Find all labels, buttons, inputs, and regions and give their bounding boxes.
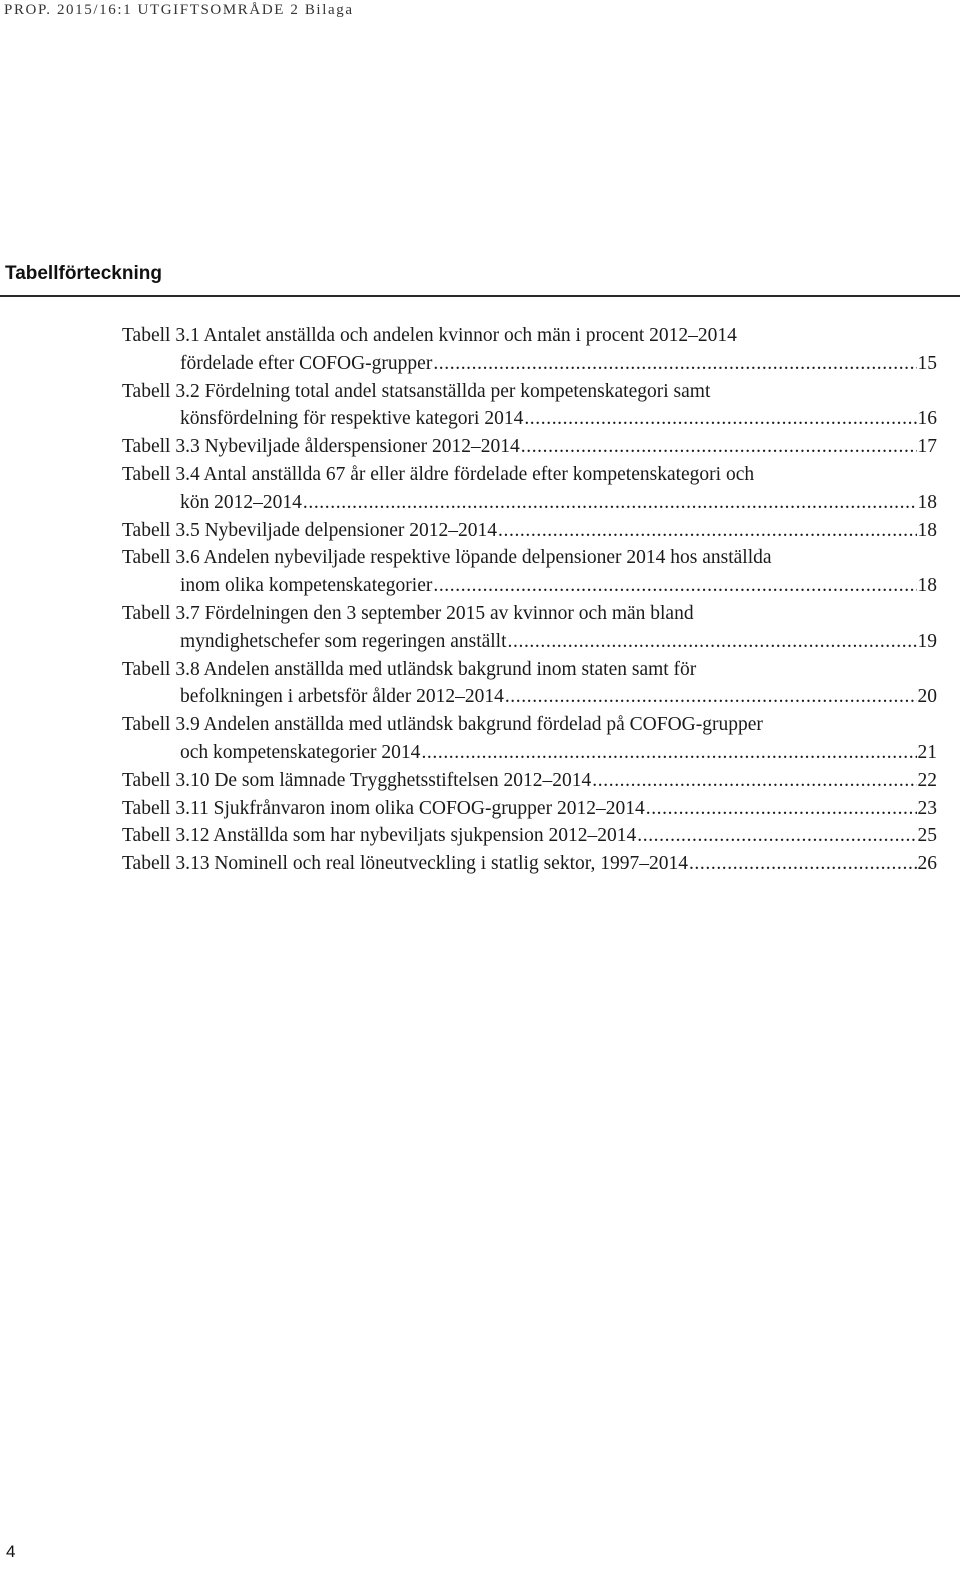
toc-dot-leader — [524, 405, 916, 433]
toc-entry-continuation — [122, 350, 937, 378]
toc-page-number: 25 — [917, 825, 937, 847]
toc-entry-text: Tabell 3.5 Nybeviljade delpensioner 2012–2014 — [122, 519, 498, 541]
page-number: 4 — [6, 1542, 16, 1561]
toc-page-number: 26 — [917, 853, 937, 875]
toc-entry-line — [122, 461, 937, 489]
toc-dot-leader — [637, 822, 916, 850]
toc-entry-continuation — [122, 739, 937, 767]
toc-entry-continuation — [122, 572, 937, 600]
toc-dot-leader — [433, 572, 916, 600]
toc-entry[interactable] — [122, 322, 937, 378]
heading-rule — [0, 295, 960, 297]
toc-entry[interactable] — [122, 711, 937, 767]
toc-entry[interactable] — [122, 544, 937, 600]
toc-entry[interactable] — [122, 378, 937, 434]
toc-dot-leader — [592, 767, 916, 795]
toc-entry[interactable] — [122, 517, 937, 545]
toc-entry-text: Tabell 3.12 Anställda som har nybeviljats sjukpension 2012–2014 — [122, 825, 637, 847]
toc-dot-leader — [508, 628, 917, 656]
toc-dot-leader — [505, 683, 917, 711]
toc-entry-continuation — [122, 489, 937, 517]
toc-entry-text: Tabell 3.9 Andelen anställda med utländsk bakgrund fördelad på COFOG-grupper — [122, 714, 763, 736]
toc-page-number: 22 — [917, 769, 937, 791]
toc-entry-text: Tabell 3.13 Nominell och real löneutveckling i statlig sektor, 1997–2014 — [122, 853, 688, 875]
toc-heading: Tabellförteckning — [5, 263, 162, 284]
toc-entry[interactable] — [122, 795, 937, 823]
toc-entry-line — [122, 850, 937, 878]
toc-entry-continuation — [122, 683, 937, 711]
toc-entry-line — [122, 322, 937, 350]
toc-entry-text: befolkningen i arbetsför ålder 2012–2014 — [180, 686, 504, 708]
toc-entry-text: Tabell 3.7 Fördelningen den 3 september 2015 av kvinnor och män bland — [122, 602, 694, 624]
toc-entry-line — [122, 544, 937, 572]
toc-page-number: 19 — [917, 630, 937, 652]
toc-dot-leader — [521, 433, 917, 461]
toc-entry[interactable] — [122, 822, 937, 850]
toc-page-number: 18 — [917, 491, 937, 513]
toc-entry[interactable] — [122, 433, 937, 461]
toc-entry-text: och kompetenskategorier 2014 — [180, 741, 421, 763]
toc-page-number: 16 — [917, 408, 937, 430]
toc-entry-text: fördelade efter COFOG-grupper — [180, 352, 433, 374]
toc-page-number: 23 — [917, 797, 937, 819]
toc-entry-line — [122, 795, 937, 823]
toc-entry[interactable] — [122, 850, 937, 878]
toc-page-number: 15 — [917, 352, 937, 374]
toc-entry-line — [122, 711, 937, 739]
toc-page-number: 17 — [917, 436, 937, 458]
toc-entry-line — [122, 767, 937, 795]
toc-entry-text: myndighetschefer som regeringen anställt — [180, 630, 507, 652]
toc-page-number: 21 — [917, 741, 937, 763]
toc-list — [122, 322, 937, 878]
toc-entry-text: kön 2012–2014 — [180, 491, 302, 513]
toc-entry-line — [122, 656, 937, 684]
toc-dot-leader — [689, 850, 917, 878]
toc-entry-continuation — [122, 405, 937, 433]
toc-dot-leader — [433, 350, 916, 378]
toc-dot-leader — [303, 489, 917, 517]
toc-page-number: 18 — [917, 519, 937, 541]
toc-entry-text: Tabell 3.1 Antalet anställda och andelen kvinnor och män i procent 2012–2014 — [122, 325, 737, 346]
toc-entry[interactable] — [122, 600, 937, 656]
toc-entry-text: Tabell 3.3 Nybeviljade ålderspensioner 2012–2014 — [122, 436, 520, 458]
toc-entry-line — [122, 433, 937, 461]
toc-entry-text: könsfördelning för respektive kategori 2014 — [180, 408, 524, 430]
toc-dot-leader — [498, 517, 916, 545]
toc-entry-text: inom olika kompetenskategorier — [180, 575, 433, 597]
toc-entry-text: Tabell 3.11 Sjukfrånvaron inom olika COFOG-grupper 2012–2014 — [122, 797, 645, 819]
toc-entry-text: Tabell 3.6 Andelen nybeviljade respektive löpande delpensioner 2014 hos anställda — [122, 547, 772, 569]
toc-entry-line — [122, 378, 937, 406]
toc-entry-text: Tabell 3.10 De som lämnade Trygghetsstiftelsen 2012–2014 — [122, 769, 592, 791]
toc-entry-continuation — [122, 628, 937, 656]
toc-entry[interactable] — [122, 656, 937, 712]
toc-entry[interactable] — [122, 767, 937, 795]
toc-entry-line — [122, 517, 937, 545]
toc-dot-leader — [421, 739, 916, 767]
toc-page-number: 20 — [917, 686, 937, 708]
toc-entry-line — [122, 600, 937, 628]
toc-dot-leader — [646, 795, 917, 823]
toc-entry-line — [122, 822, 937, 850]
toc-entry-text: Tabell 3.2 Fördelning total andel statsanställda per kompetenskategori samt — [122, 380, 711, 402]
toc-entry-text: Tabell 3.4 Antal anställda 67 år eller äldre fördelade efter kompetenskategori och — [122, 463, 755, 485]
toc-page-number: 18 — [917, 575, 937, 597]
toc-entry[interactable] — [122, 461, 937, 517]
running-header: PROP. 2015/16:1 UTGIFTSOMRÅDE 2 Bilaga — [4, 2, 354, 18]
toc-entry-text: Tabell 3.8 Andelen anställda med utländsk bakgrund inom staten samt för — [122, 658, 697, 680]
